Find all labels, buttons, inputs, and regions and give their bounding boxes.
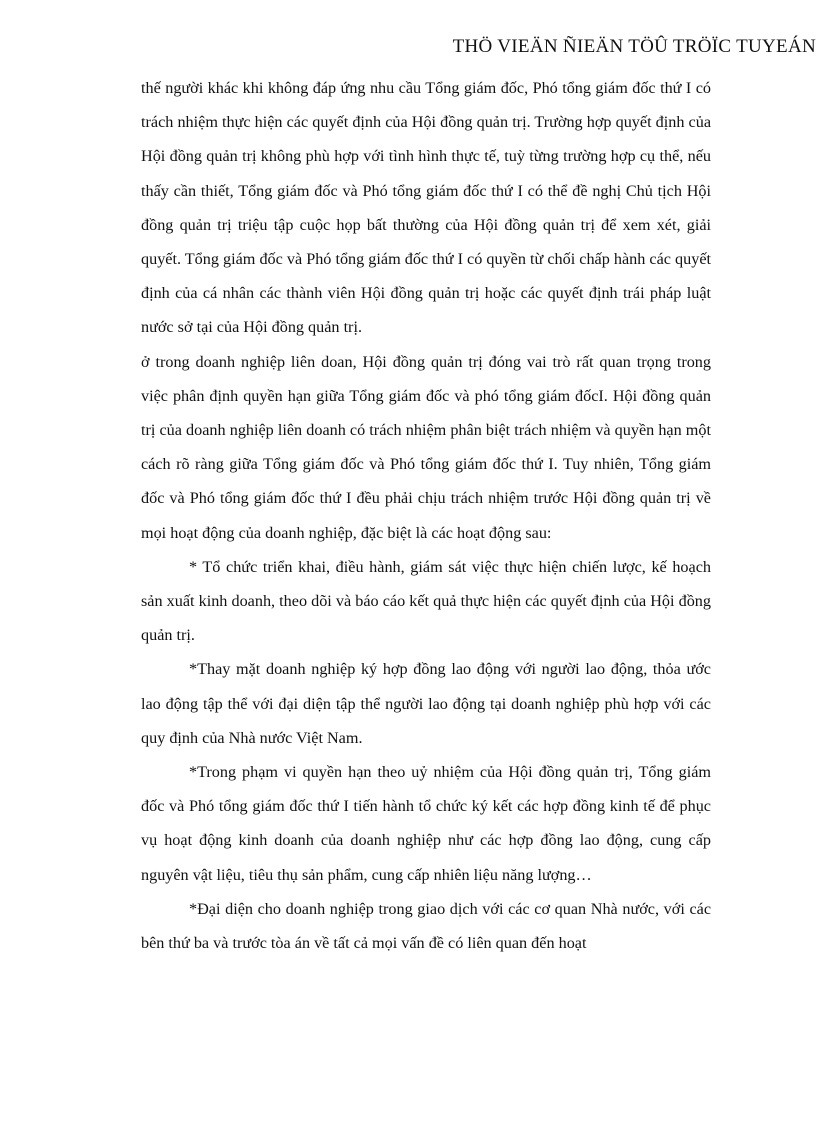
paragraph-continuation: thế người khác khi không đáp ứng nhu cầu Tổng giám đốc, Phó tổng giám đốc thứ I có trách nhiệm thực hiện các quyết định của Hội đồng quản trị. Trường hợp quyết định của Hội đồng quản trị không phù hợp với tình hình thực tế, tuỳ từng trường hợp cụ thể, nếu thấy cần thiết, Tổng giám đốc và Phó tổng giám đốc thứ I có thể đề nghị Chủ tịch Hội đồng quản trị triệu tập cuộc họp bất thường của Hội đồng quản trị để xem xét, giải quyết. Tổng giám đốc và Phó tổng giám đốc thứ I có quyền từ chối chấp hành các quyết định của cá nhân các thành viên Hội đồng quản trị hoặc các quyết định trái pháp luật nước sở tại của Hội đồng quản trị. [141,79,711,337]
page-header-title: THÖ VIEÄN ÑIEÄN TÖÛ TRÖÏC TUYEÁN [452,36,816,57]
paragraph-bullet-organize: * Tổ chức triển khai, điều hành, giám sát việc thực hiện chiến lược, kế hoạch sản xuất kinh doanh, theo dõi và báo cáo kết quả thực hiện các quyết định của Hội đồng quản trị. [141,557,711,645]
paragraph-bullet-labor-contract: *Thay mặt doanh nghiệp ký hợp đồng lao động với người lao động, thỏa ước lao động tập thể với đại diện tập thể người lao động tại doanh nghiệp phù hợp với các quy định của Nhà nước Việt Nam. [141,660,711,747]
document-body [141,71,711,960]
paragraph-board-role: ở trong doanh nghiệp liên doan, Hội đồng quản trị đóng vai trò rất quan trọng trong việc phân định quyền hạn giữa Tổng giám đốc và phó tổng giám đốcI. Hội đồng quản trị của doanh nghiệp liên doanh có trách nhiệm phân biệt trách nhiệm và quyền hạn một cách rõ ràng giữa Tổng giám đốc và Phó tổng giám đốc thứ I. Tuy nhiên, Tổng giám đốc và Phó tổng giám đốc thứ I đều phải chịu trách nhiệm trước Hội đồng quản trị về mọi hoạt động của doanh nghiệp, đặc biệt là các hoạt động sau: [141,352,711,542]
paragraph-bullet-economic-contracts: *Trong phạm vi quyền hạn theo uỷ nhiệm của Hội đồng quản trị, Tổng giám đốc và Phó tổng giám đốc thứ I tiến hành tổ chức ký kết các hợp đồng kinh tế để phục vụ hoạt động kinh doanh của doanh nghiệp như các hợp đồng lao động, cung cấp nguyên vật liệu, tiêu thụ sản phẩm, cung cấp nhiên liệu năng lượng… [141,763,711,884]
paragraph-bullet-represent: *Đại diện cho doanh nghiệp trong giao dịch với các cơ quan Nhà nước, với các bên thứ ba và trước tòa án về tất cả mọi vấn đề có liên quan đến hoạt [141,899,711,953]
